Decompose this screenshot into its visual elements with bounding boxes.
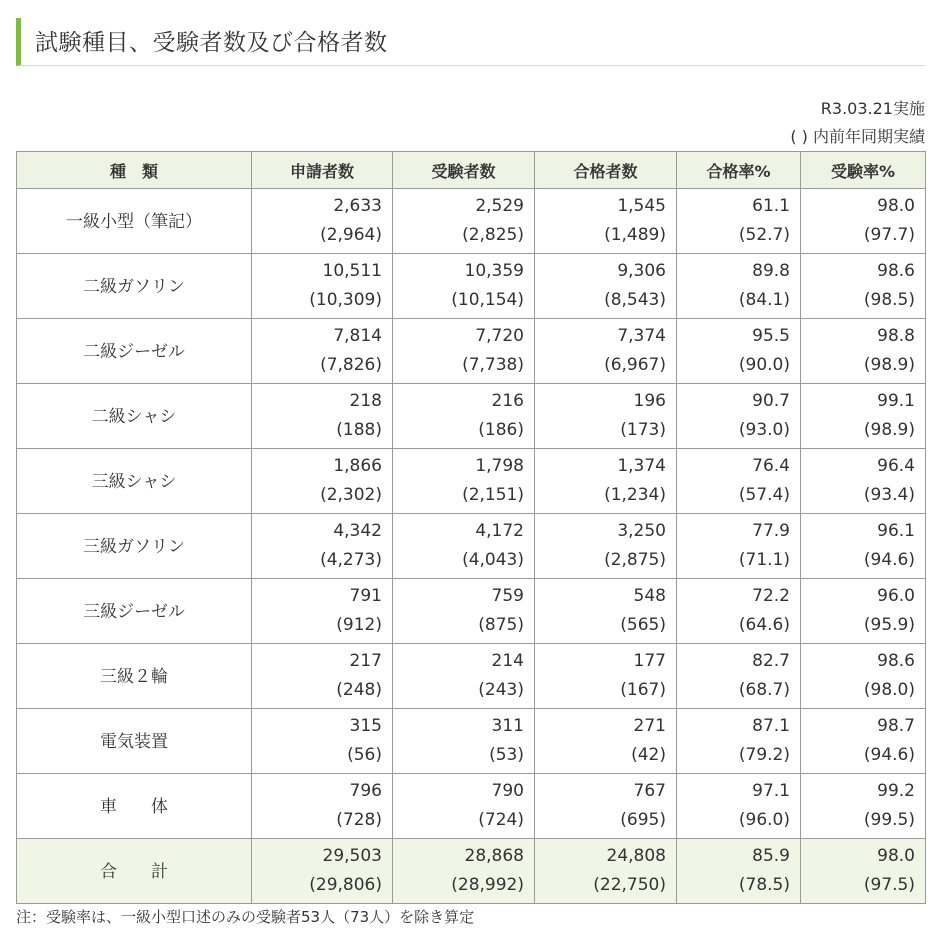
previous-year-value: (186) [478,420,524,440]
previous-year-value: (912) [336,615,382,635]
current-value: 7,720 [475,326,524,346]
current-value: 77.9 [752,521,790,541]
category-name-cell: 二級ジーゼル [17,319,252,384]
current-value: 2,529 [475,196,524,216]
table-total-row [17,839,926,904]
passers-cell [535,514,677,579]
passers-cell [535,449,677,514]
pass-rate-cell [677,319,801,384]
previous-year-value: (93.4) [863,485,915,505]
previous-year-value: (84.1) [738,290,790,310]
current-value: 85.9 [752,846,790,866]
exam-rate-cell [801,774,926,839]
current-value: 271 [633,716,666,736]
examinees-cell [393,839,535,904]
section-heading [16,18,925,66]
category-name-cell: 車 体 [17,774,252,839]
current-value: 4,172 [475,521,524,541]
current-value: 759 [491,586,524,606]
previous-year-value: (98.0) [863,680,915,700]
header-examinees: 受験者数 [393,152,535,189]
current-value: 99.2 [877,781,915,801]
table-row [17,709,926,774]
category-name-cell: 三級ガソリン [17,514,252,579]
previous-year-value: (173) [620,420,666,440]
category-name-cell: 合 計 [17,839,252,904]
passers-cell [535,319,677,384]
current-value: 90.7 [752,391,790,411]
previous-year-value: (94.6) [863,550,915,570]
passers-cell [535,189,677,254]
current-value: 29,503 [322,846,382,866]
table-row [17,644,926,709]
current-value: 96.0 [877,586,915,606]
applicants-cell [252,774,393,839]
previous-year-value: (93.0) [738,420,790,440]
current-value: 196 [633,391,666,411]
examinees-cell [393,449,535,514]
exam-date: R3.03.21実施 [820,99,925,118]
current-value: 311 [491,716,524,736]
examinees-cell [393,709,535,774]
examinees-cell [393,189,535,254]
applicants-cell [252,449,393,514]
previous-year-value: (52.7) [738,225,790,245]
current-value: 72.2 [752,586,790,606]
exam-rate-cell [801,319,926,384]
exam-rate-cell [801,189,926,254]
current-value: 98.6 [877,651,915,671]
previous-year-value: (68.7) [738,680,790,700]
previous-year-value: (4,273) [320,550,382,570]
category-name-cell: 三級ジーゼル [17,579,252,644]
table-row [17,254,926,319]
previous-year-value: (2,151) [462,485,524,505]
examinees-cell [393,254,535,319]
previous-year-value: (10,309) [309,290,382,310]
applicants-cell [252,644,393,709]
current-value: 98.7 [877,716,915,736]
current-value: 1,866 [333,456,382,476]
current-value: 216 [491,391,524,411]
current-value: 99.1 [877,391,915,411]
previous-year-value: (7,738) [462,355,524,375]
exam-rate-cell [801,449,926,514]
previous-year-value: (2,875) [604,550,666,570]
table-body [17,189,926,904]
current-value: 98.8 [877,326,915,346]
examinees-cell [393,644,535,709]
passers-cell [535,384,677,449]
current-value: 218 [349,391,382,411]
current-value: 791 [349,586,382,606]
exam-rate-cell [801,709,926,774]
current-value: 217 [349,651,382,671]
previous-year-value: (29,806) [309,875,382,895]
pass-rate-cell [677,254,801,319]
previous-year-value: (90.0) [738,355,790,375]
previous-year-value: (22,750) [593,875,666,895]
previous-year-value: (95.9) [863,615,915,635]
table-row [17,579,926,644]
current-value: 796 [349,781,382,801]
previous-year-note: ( ) 内前年同期実績 [790,127,925,146]
applicants-cell [252,254,393,319]
current-value: 96.4 [877,456,915,476]
exam-rate-cell [801,579,926,644]
header-pass-rate: 合格率% [677,152,801,189]
current-value: 790 [491,781,524,801]
applicants-cell [252,189,393,254]
passers-cell [535,774,677,839]
previous-year-value: (97.5) [863,875,915,895]
passers-cell [535,644,677,709]
previous-year-value: (53) [489,745,524,765]
table-row [17,189,926,254]
previous-year-value: (71.1) [738,550,790,570]
previous-year-value: (28,992) [451,875,524,895]
exam-rate-cell [801,254,926,319]
previous-year-value: (98.9) [863,420,915,440]
previous-year-value: (4,043) [462,550,524,570]
previous-year-value: (94.6) [863,745,915,765]
pass-rate-cell [677,709,801,774]
current-value: 76.4 [752,456,790,476]
header-category: 種 類 [17,152,252,189]
current-value: 10,359 [464,261,524,281]
footnote: 注：受験率は、一級小型口述のみの受験者53人（73人）を除き算定 [16,908,475,926]
previous-year-value: (98.5) [863,290,915,310]
current-value: 315 [349,716,382,736]
previous-year-value: (188) [336,420,382,440]
table-row [17,774,926,839]
examinees-cell [393,774,535,839]
current-value: 1,545 [617,196,666,216]
category-name-cell: 二級シャシ [17,384,252,449]
pass-rate-cell [677,644,801,709]
table-row [17,319,926,384]
examinees-cell [393,579,535,644]
current-value: 98.6 [877,261,915,281]
previous-year-value: (6,967) [604,355,666,375]
current-value: 24,808 [606,846,666,866]
pass-rate-cell [677,189,801,254]
examinees-cell [393,514,535,579]
previous-year-value: (79.2) [738,745,790,765]
previous-year-value: (167) [620,680,666,700]
previous-year-value: (243) [478,680,524,700]
current-value: 28,868 [464,846,524,866]
current-value: 98.0 [877,196,915,216]
passers-cell [535,254,677,319]
previous-year-value: (2,825) [462,225,524,245]
category-name-cell: 電気装置 [17,709,252,774]
previous-year-value: (64.6) [738,615,790,635]
examinees-cell [393,384,535,449]
pass-rate-cell [677,514,801,579]
current-value: 10,511 [322,261,382,281]
previous-year-value: (728) [336,810,382,830]
exam-rate-cell [801,384,926,449]
current-value: 97.1 [752,781,790,801]
previous-year-value: (7,826) [320,355,382,375]
current-value: 3,250 [617,521,666,541]
table-row [17,384,926,449]
current-value: 95.5 [752,326,790,346]
header-passers: 合格者数 [535,152,677,189]
applicants-cell [252,839,393,904]
previous-year-value: (565) [620,615,666,635]
current-value: 2,633 [333,196,382,216]
category-name-cell: 二級ガソリン [17,254,252,319]
previous-year-value: (248) [336,680,382,700]
table-row [17,514,926,579]
passers-cell [535,709,677,774]
previous-year-value: (78.5) [738,875,790,895]
previous-year-value: (724) [478,810,524,830]
exam-rate-cell [801,839,926,904]
previous-year-value: (875) [478,615,524,635]
applicants-cell [252,514,393,579]
current-value: 214 [491,651,524,671]
previous-year-value: (8,543) [604,290,666,310]
current-value: 89.8 [752,261,790,281]
current-value: 7,814 [333,326,382,346]
previous-year-value: (57.4) [738,485,790,505]
table-header-row [17,152,926,189]
pass-rate-cell [677,774,801,839]
current-value: 61.1 [752,196,790,216]
header-exam-rate: 受験率% [801,152,926,189]
table-row [17,449,926,514]
previous-year-value: (98.9) [863,355,915,375]
applicants-cell [252,384,393,449]
previous-year-value: (1,234) [604,485,666,505]
current-value: 87.1 [752,716,790,736]
previous-year-value: (2,964) [320,225,382,245]
previous-year-value: (1,489) [604,225,666,245]
previous-year-value: (42) [631,745,666,765]
previous-year-value: (97.7) [863,225,915,245]
exam-rate-cell [801,514,926,579]
current-value: 1,374 [617,456,666,476]
previous-year-value: (2,302) [320,485,382,505]
current-value: 4,342 [333,521,382,541]
exam-rate-cell [801,644,926,709]
passers-cell [535,579,677,644]
pass-rate-cell [677,384,801,449]
current-value: 177 [633,651,666,671]
previous-year-value: (695) [620,810,666,830]
applicants-cell [252,319,393,384]
current-value: 96.1 [877,521,915,541]
category-name-cell: 三級２輪 [17,644,252,709]
previous-year-value: (96.0) [738,810,790,830]
passers-cell [535,839,677,904]
pass-rate-cell [677,449,801,514]
previous-year-value: (56) [347,745,382,765]
current-value: 7,374 [617,326,666,346]
results-table [16,151,926,904]
header-applicants: 申請者数 [252,152,393,189]
current-value: 9,306 [617,261,666,281]
category-name-cell: 三級シャシ [17,449,252,514]
current-value: 548 [633,586,666,606]
current-value: 1,798 [475,456,524,476]
applicants-cell [252,579,393,644]
page-title: 試験種目、受験者数及び合格者数 [35,30,388,56]
applicants-cell [252,709,393,774]
previous-year-value: (10,154) [451,290,524,310]
pass-rate-cell [677,839,801,904]
pass-rate-cell [677,579,801,644]
previous-year-value: (99.5) [863,810,915,830]
current-value: 82.7 [752,651,790,671]
category-name-cell: 一級小型（筆記） [17,189,252,254]
examinees-cell [393,319,535,384]
current-value: 98.0 [877,846,915,866]
current-value: 767 [633,781,666,801]
